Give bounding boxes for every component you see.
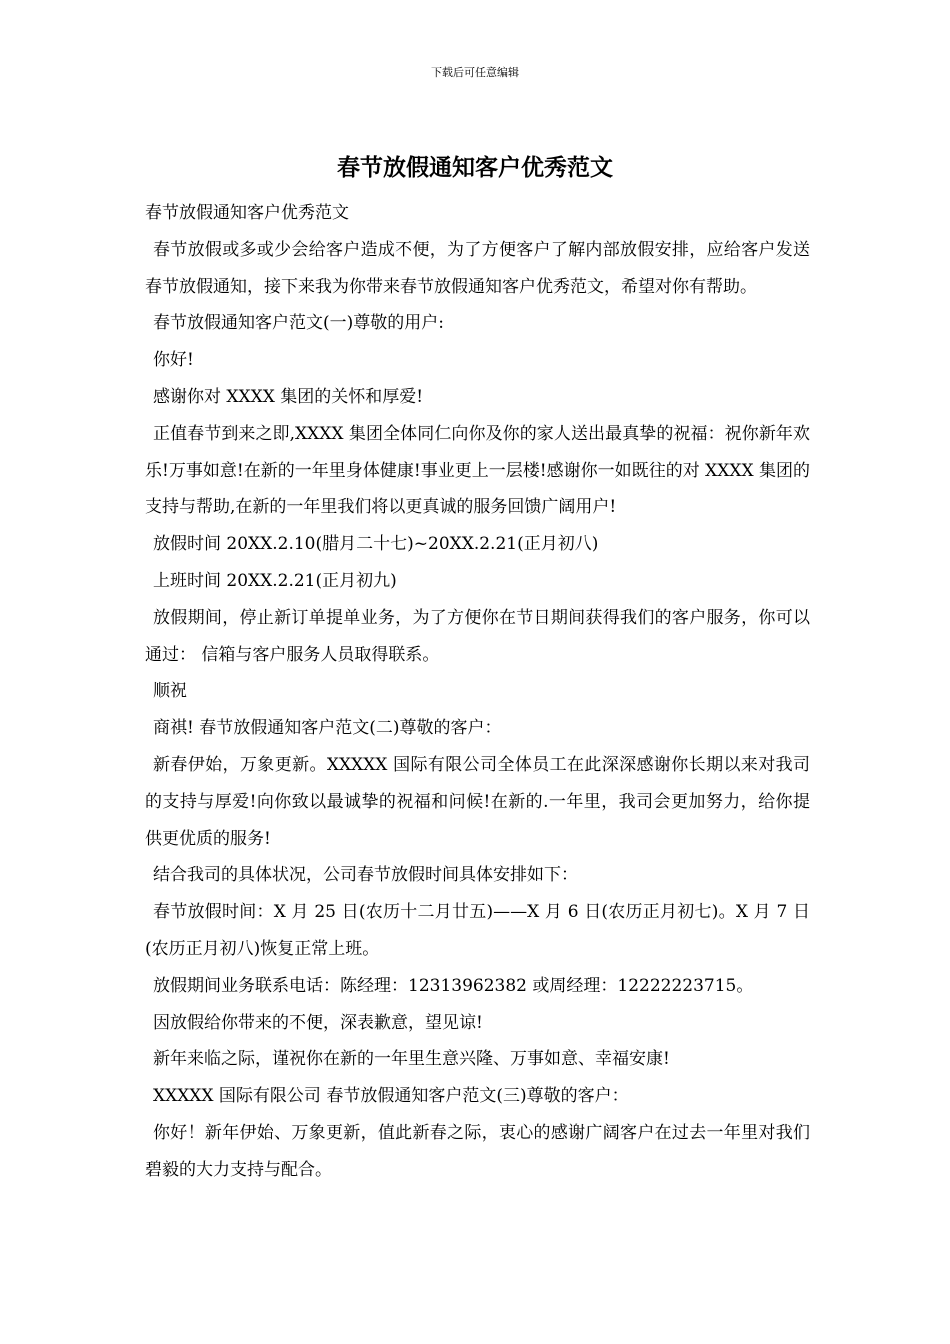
paragraph: 感谢你对 XXXX 集团的关怀和厚爱! — [153, 386, 424, 407]
paragraph: 春节放假通知客户优秀范文 — [145, 203, 349, 223]
paragraph: 春节放假或多或少会给客户造成不便，为了方便客户了解内部放假安排，应给客户发送春节放假通知，接下来我为你带来春节放假通知客户优秀范文，希望对你有帮助。 — [145, 239, 810, 297]
paragraph: 放假期间，停止新订单提单业务，为了方便你在节日期间获得我们的客户服务，你可以通过： 信箱与客户服务人员取得联系。 — [145, 607, 810, 665]
paragraph: 结合我司的具体状况，公司春节放假时间具体安排如下： — [153, 865, 578, 886]
paragraph: 春节放假通知客户范文(一)尊敬的用户: — [153, 313, 444, 334]
paragraph: 放假时间 20XX.2.10(腊月二十七)~20XX.2.21(正月初八) — [153, 534, 599, 555]
paragraph: 上班时间 20XX.2.21(正月初九) — [153, 570, 397, 591]
paragraph: 新春伊始，万象更新。XXXXX 国际有限公司全体员工在此深深感谢你长期以来对我司的支持与厚爱!向你致以最诚挚的祝福和问候!在新的.一年里，我司会更加努力，给你提供更优质的服务! — [145, 754, 810, 849]
paragraph: 因放假给你带来的不便，深表歉意，望见谅! — [153, 1012, 483, 1033]
paragraph: 顺祝 — [153, 681, 187, 702]
paragraph: 你好! — [153, 350, 194, 371]
document-body — [145, 195, 810, 1189]
paragraph: XXXXX 国际有限公司 春节放假通知客户范文(三)尊敬的客户： — [153, 1086, 629, 1107]
document-title: 春节放假通知客户优秀范文 — [337, 154, 613, 181]
paragraph: 放假期间业务联系电话：陈经理：12313962382 或周经理：12222223715。 — [153, 975, 754, 996]
paragraph: 你好！新年伊始、万象更新，值此新春之际，衷心的感谢广阔客户在过去一年里对我们碧毅的大力支持与配合。 — [145, 1122, 810, 1180]
paragraph: 商祺! 春节放假通知客户范文(二)尊敬的客户： — [153, 718, 502, 739]
paragraph: 新年来临之际，谨祝你在新的一年里生意兴隆、万事如意、幸福安康! — [153, 1049, 670, 1070]
paragraph: 春节放假时间：X 月 25 日(农历十二月廿五)——X 月 6 日(农历正月初七)。X 月 7 日(农历正月初八)恢复正常上班。 — [145, 902, 810, 959]
paragraph: 正值春节到来之即,XXXX 集团全体同仁向你及你的家人送出最真挚的祝福：祝你新年欢乐!万事如意!在新的一年里身体健康!事业更上一层楼!感谢你一如既往的对 XXXX 集团的支持与帮助,在新的一年里我们将以更真诚的服务回馈广阔用户! — [145, 423, 810, 518]
page-header: 下载后可任意编辑 — [431, 66, 519, 79]
